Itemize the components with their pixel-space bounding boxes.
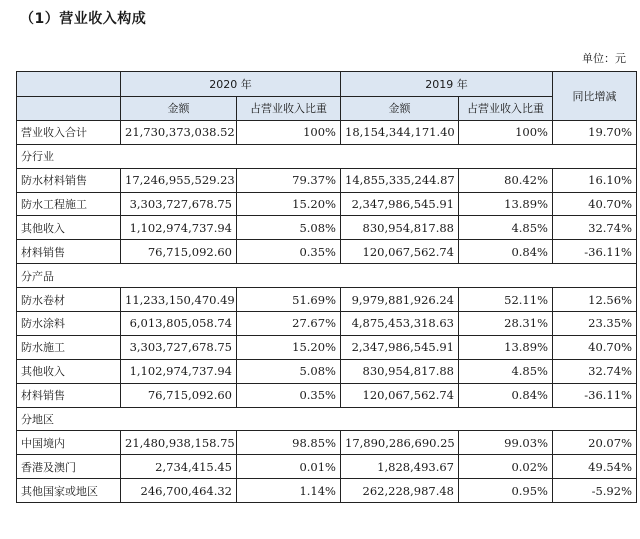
amount-2019-cell: 2,347,986,545.91	[341, 335, 459, 359]
row-label: 中国境内	[17, 431, 121, 455]
amount-2020-cell: 17,246,955,529.23	[121, 168, 237, 192]
row-label: 其他国家或地区	[17, 479, 121, 503]
section-row	[17, 407, 637, 431]
share-2020-cell: 98.85%	[237, 431, 341, 455]
table-row	[17, 455, 637, 479]
table-row	[17, 479, 637, 503]
table-row	[17, 431, 637, 455]
row-label: 材料销售	[17, 383, 121, 407]
yoy-cell: 20.07%	[553, 431, 637, 455]
header-share-2020: 占营业收入比重	[237, 97, 341, 121]
row-label: 防水卷材	[17, 288, 121, 312]
row-label: 营业收入合计	[17, 120, 121, 144]
table-row	[17, 335, 637, 359]
header-year-2019: 2019 年	[341, 72, 553, 97]
share-2019-cell: 13.89%	[459, 192, 553, 216]
row-label: 防水材料销售	[17, 168, 121, 192]
amount-2019-cell: 14,855,335,244.87	[341, 168, 459, 192]
row-label: 材料销售	[17, 240, 121, 264]
corner-cell	[17, 72, 121, 97]
section-heading: （1）营业收入构成	[20, 11, 147, 27]
share-2020-cell: 15.20%	[237, 192, 341, 216]
share-2019-cell: 100%	[459, 120, 553, 144]
amount-2020-cell: 1,102,974,737.94	[121, 359, 237, 383]
yoy-cell: 16.10%	[553, 168, 637, 192]
yoy-cell: 23.35%	[553, 312, 637, 336]
table-row	[17, 240, 637, 264]
yoy-cell: 40.70%	[553, 192, 637, 216]
row-label: 其他收入	[17, 216, 121, 240]
corner-cell-lower	[17, 97, 121, 121]
yoy-cell: -36.11%	[553, 383, 637, 407]
unit-label: 单位：元	[582, 52, 626, 65]
amount-2020-cell: 21,730,373,038.52	[121, 120, 237, 144]
amount-2020-cell: 76,715,092.60	[121, 240, 237, 264]
amount-2019-cell: 120,067,562.74	[341, 240, 459, 264]
share-2020-cell: 5.08%	[237, 216, 341, 240]
total-row	[17, 120, 637, 144]
yoy-cell: -5.92%	[553, 479, 637, 503]
yoy-cell: 19.70%	[553, 120, 637, 144]
header-share-2019: 占营业收入比重	[459, 97, 553, 121]
header-amount-2019: 金额	[341, 97, 459, 121]
yoy-cell: 32.74%	[553, 359, 637, 383]
share-2020-cell: 5.08%	[237, 359, 341, 383]
amount-2020-cell: 76,715,092.60	[121, 383, 237, 407]
row-label: 防水涂料	[17, 312, 121, 336]
yoy-cell: -36.11%	[553, 240, 637, 264]
amount-2019-cell: 17,890,286,690.25	[341, 431, 459, 455]
share-2019-cell: 0.84%	[459, 383, 553, 407]
table-row	[17, 359, 637, 383]
section-row	[17, 264, 637, 288]
amount-2019-cell: 1,828,493.67	[341, 455, 459, 479]
share-2019-cell: 13.89%	[459, 335, 553, 359]
amount-2019-cell: 2,347,986,545.91	[341, 192, 459, 216]
yoy-cell: 49.54%	[553, 455, 637, 479]
table-row	[17, 192, 637, 216]
amount-2019-cell: 830,954,817.88	[341, 216, 459, 240]
share-2020-cell: 79.37%	[237, 168, 341, 192]
table-row	[17, 383, 637, 407]
share-2019-cell: 80.42%	[459, 168, 553, 192]
row-label: 防水工程施工	[17, 192, 121, 216]
amount-2020-cell: 3,303,727,678.75	[121, 335, 237, 359]
share-2020-cell: 100%	[237, 120, 341, 144]
amount-2020-cell: 2,734,415.45	[121, 455, 237, 479]
share-2020-cell: 15.20%	[237, 335, 341, 359]
header-year-2020: 2020 年	[121, 72, 341, 97]
yoy-cell: 32.74%	[553, 216, 637, 240]
amount-2020-cell: 1,102,974,737.94	[121, 216, 237, 240]
section-row	[17, 144, 637, 168]
share-2019-cell: 0.95%	[459, 479, 553, 503]
header-yoy: 同比增减	[553, 72, 637, 121]
share-2020-cell: 1.14%	[237, 479, 341, 503]
section-title: 分产品	[17, 264, 637, 288]
amount-2019-cell: 262,228,987.48	[341, 479, 459, 503]
amount-2019-cell: 18,154,344,171.40	[341, 120, 459, 144]
share-2020-cell: 27.67%	[237, 312, 341, 336]
amount-2019-cell: 9,979,881,926.24	[341, 288, 459, 312]
amount-2019-cell: 830,954,817.88	[341, 359, 459, 383]
amount-2020-cell: 11,233,150,470.49	[121, 288, 237, 312]
section-title: 分地区	[17, 407, 637, 431]
row-label: 其他收入	[17, 359, 121, 383]
section-title: 分行业	[17, 144, 637, 168]
amount-2020-cell: 3,303,727,678.75	[121, 192, 237, 216]
share-2020-cell: 0.35%	[237, 240, 341, 264]
share-2020-cell: 0.01%	[237, 455, 341, 479]
share-2020-cell: 51.69%	[237, 288, 341, 312]
share-2019-cell: 99.03%	[459, 431, 553, 455]
table-row	[17, 288, 637, 312]
share-2020-cell: 0.35%	[237, 383, 341, 407]
amount-2019-cell: 4,875,453,318.63	[341, 312, 459, 336]
share-2019-cell: 28.31%	[459, 312, 553, 336]
row-label: 香港及澳门	[17, 455, 121, 479]
revenue-composition-table	[16, 71, 637, 503]
table-row	[17, 168, 637, 192]
row-label: 防水施工	[17, 335, 121, 359]
header-amount-2020: 金额	[121, 97, 237, 121]
share-2019-cell: 0.02%	[459, 455, 553, 479]
share-2019-cell: 0.84%	[459, 240, 553, 264]
yoy-cell: 12.56%	[553, 288, 637, 312]
table-row	[17, 312, 637, 336]
amount-2020-cell: 6,013,805,058.74	[121, 312, 237, 336]
table-row	[17, 216, 637, 240]
share-2019-cell: 4.85%	[459, 216, 553, 240]
share-2019-cell: 4.85%	[459, 359, 553, 383]
yoy-cell: 40.70%	[553, 335, 637, 359]
amount-2019-cell: 120,067,562.74	[341, 383, 459, 407]
amount-2020-cell: 21,480,938,158.75	[121, 431, 237, 455]
share-2019-cell: 52.11%	[459, 288, 553, 312]
amount-2020-cell: 246,700,464.32	[121, 479, 237, 503]
table-body	[17, 120, 637, 502]
